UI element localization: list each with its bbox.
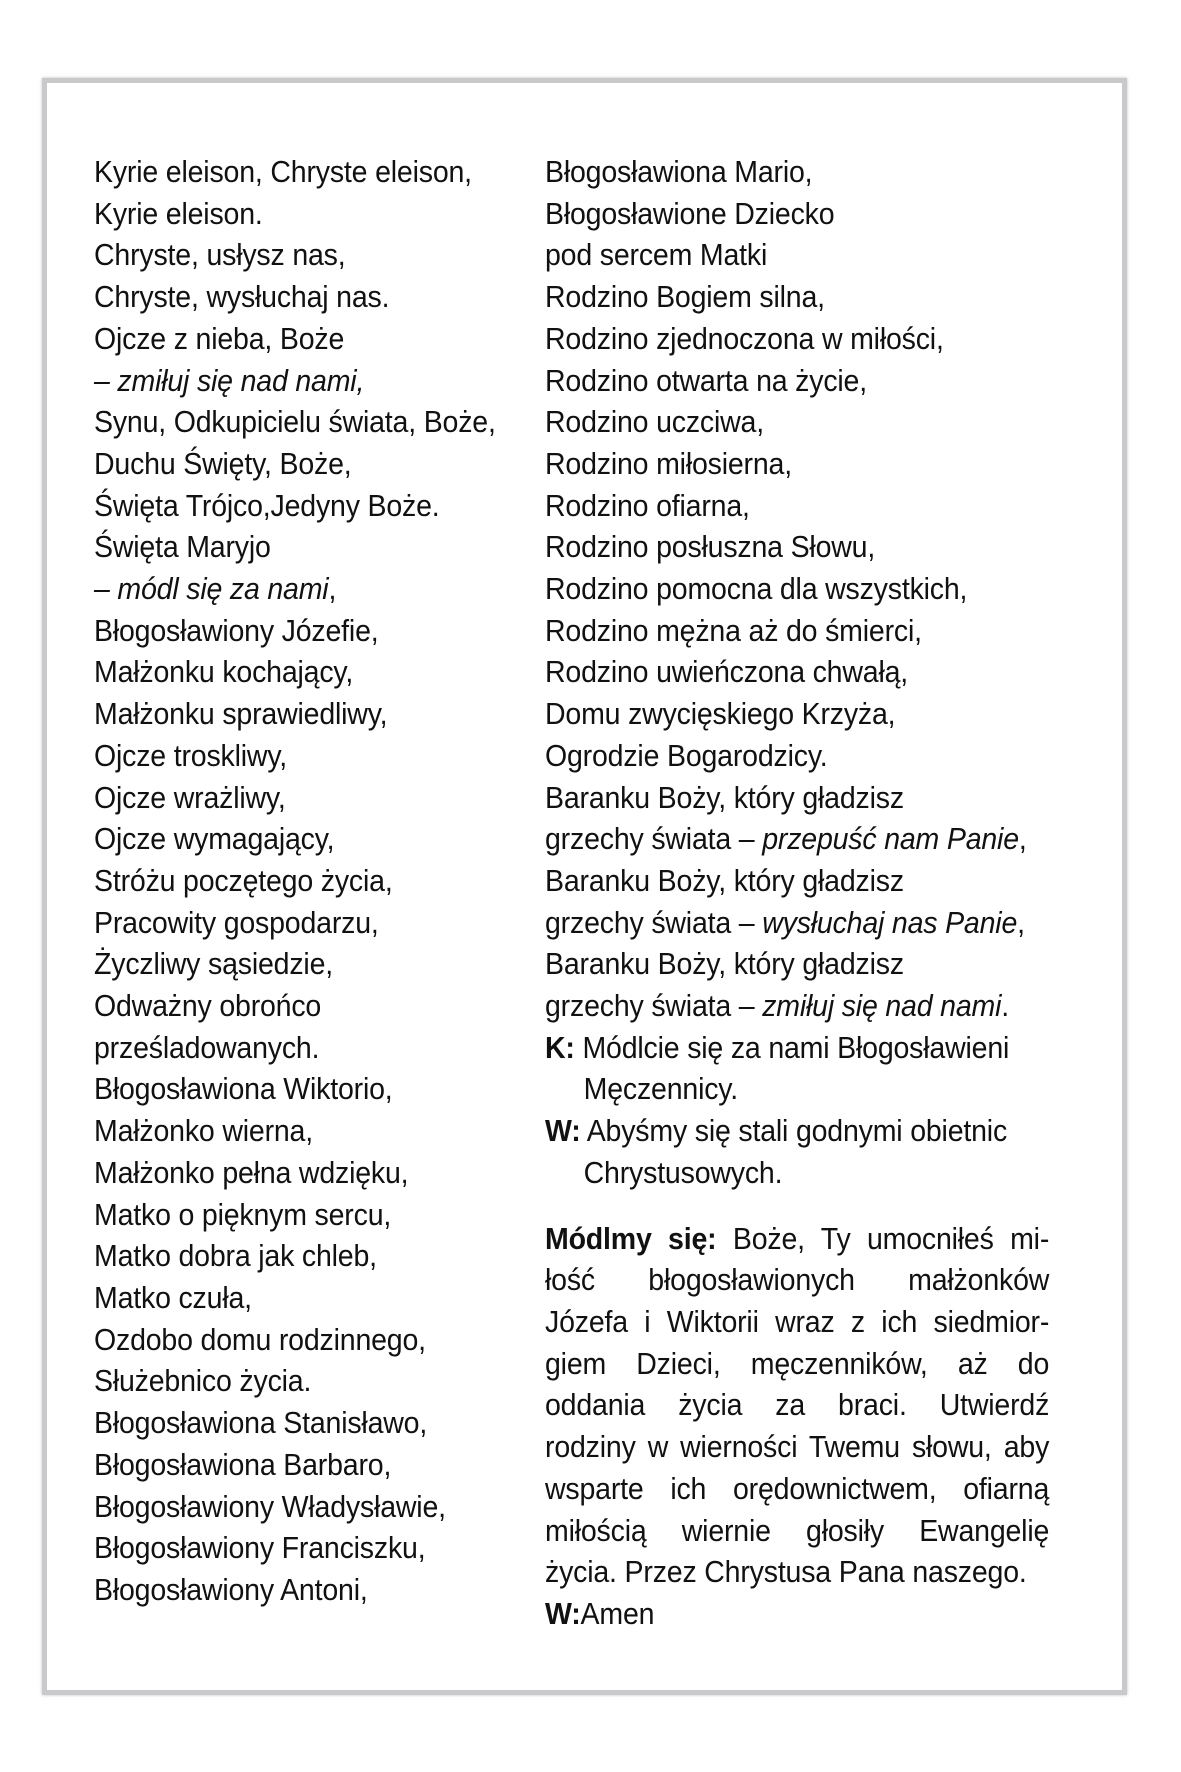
prayer-line: Józefa i Wiktorii wraz z ich siedmior-	[545, 1303, 1050, 1339]
litany-line: Służebnico życia.	[94, 1363, 312, 1399]
litany-line: Błogosławiona Wiktorio,	[94, 1071, 393, 1107]
litany-line: Rodzino otwarta na życie,	[545, 362, 867, 398]
litany-line: Błogosławiona Barbaro,	[94, 1446, 392, 1482]
litany-line: Kyrie eleison, Chryste eleison,	[94, 154, 472, 189]
litany-line: Rodzino miłosierna,	[545, 445, 792, 481]
litany-left-column	[94, 151, 554, 1611]
litany-line: Błogosławiony Władysławie,	[94, 1488, 446, 1524]
litany-line: Ojcze wrażliwy,	[94, 779, 286, 815]
litany-line: Ojcze troskliwy,	[94, 737, 288, 773]
litany-line: Ozdobo domu rodzinnego,	[94, 1321, 426, 1357]
litany-line: pod sercem Matki	[545, 237, 768, 273]
litany-line: Kyrie eleison.	[94, 195, 263, 231]
amen-line	[545, 1593, 1049, 1635]
litany-line: Błogosławione Dziecko	[545, 195, 835, 231]
agnus-dei-response-line	[545, 902, 1069, 944]
punctuation: ,	[328, 571, 337, 607]
litany-line: Ogrodzie Bogarodzicy.	[545, 737, 828, 773]
prayer-line: miłością wiernie głosiły Ewangelię	[545, 1512, 1050, 1548]
litany-line: Rodzino Bogiem silna,	[545, 279, 825, 315]
page-frame	[42, 78, 1127, 1695]
litany-line: Chryste, usłysz nas,	[94, 237, 346, 273]
response-continuation: Chrystusowych.	[583, 1154, 783, 1190]
versicle-label: K:	[545, 1029, 575, 1065]
punctuation: ,	[1017, 904, 1025, 940]
agnus-dei-prefix: grzechy świata –	[545, 904, 763, 940]
agnus-dei-response-line	[545, 985, 1069, 1027]
litany-line: Chryste, wysłuchaj nas.	[94, 279, 390, 315]
litany-line: Rodzino ofiarna,	[545, 487, 750, 523]
closing-prayer	[545, 1218, 1049, 1635]
prayer-line	[545, 1218, 1049, 1260]
agnus-dei-response-line	[545, 818, 1069, 860]
litany-line: Domu zwycięskiego Krzyża,	[545, 696, 896, 732]
prayer-line: giem Dzieci, męczenników, aż do	[545, 1345, 1050, 1381]
versicle	[545, 1027, 1069, 1069]
litany-line: Święta Trójco,Jedyny Boże.	[94, 487, 440, 523]
litany-response-line	[94, 568, 554, 610]
litany-line: Stróżu poczętego życia,	[94, 862, 393, 898]
prayer-line: oddania życia za braci. Utwierdź	[545, 1387, 1050, 1423]
litany-line: Rodzino uwieńczona chwałą,	[545, 654, 909, 690]
litany-line: Małżonko pełna wdzięku,	[94, 1154, 409, 1190]
agnus-dei-prefix: grzechy świata –	[545, 821, 763, 857]
litany-line: Błogosławiony Franciszku,	[94, 1530, 426, 1566]
agnus-dei-response: wysłuchaj nas Panie	[762, 904, 1018, 940]
punctuation: ,	[1018, 821, 1027, 857]
litany-line: Matko o pięknym sercu,	[94, 1196, 392, 1232]
amen-text: Amen	[580, 1595, 655, 1631]
litany-response-italic: – módl się za nami	[94, 571, 329, 607]
litany-response-italic: – zmiłuj się nad nami,	[94, 362, 365, 398]
litany-line: Rodzino pomocna dla wszystkich,	[545, 571, 968, 607]
litany-line: Synu, Odkupicielu świata, Boże,	[94, 404, 496, 440]
litany-line: Duchu Święty, Boże,	[94, 445, 352, 481]
prayer-text: Boże, Ty umocniłeś mi-	[716, 1220, 1050, 1256]
litany-line: Życzliwy sąsiedzie,	[94, 946, 333, 982]
litany-line: Błogosławiony Józefie,	[94, 612, 379, 648]
litany-line: Rodzino zjednoczona w miłości,	[545, 320, 944, 356]
amen-label: W:	[545, 1595, 581, 1631]
versicle-continuation: Męczennicy.	[583, 1071, 739, 1107]
agnus-dei-invocation: Baranku Boży, który gładzisz	[545, 862, 904, 898]
litany-line: Matko dobra jak chleb,	[94, 1238, 377, 1274]
prayer-line: rodziny w wierności Twemu słowu, aby	[545, 1429, 1050, 1465]
litany-right-column	[545, 151, 1069, 1635]
agnus-dei-response: zmiłuj się nad nami	[762, 988, 1002, 1024]
prayer-line: łość błogosławionych małżonków	[545, 1262, 1050, 1298]
agnus-dei-prefix: grzechy świata –	[545, 988, 763, 1024]
litany-line: Małżonku sprawiedliwy,	[94, 696, 388, 732]
prayer-label: Módlmy się:	[545, 1220, 717, 1256]
litany-line: prześladowanych.	[94, 1029, 320, 1065]
response	[545, 1110, 1069, 1152]
litany-line: Matko czuła,	[94, 1279, 252, 1315]
litany-line: Małżonku kochający,	[94, 654, 354, 690]
litany-line: Pracowity gospodarzu,	[94, 904, 379, 940]
punctuation: .	[1001, 988, 1009, 1024]
agnus-dei-invocation: Baranku Boży, który gładzisz	[545, 946, 904, 982]
prayer-line: wsparte ich orędownictwem, ofiarną	[545, 1470, 1050, 1506]
litany-line: Święta Maryjo	[94, 529, 271, 565]
litany-line: Ojcze z nieba, Boże	[94, 320, 345, 356]
litany-line: Małżonko wierna,	[94, 1113, 313, 1149]
response-text: Abyśmy się stali godnymi obietnic	[580, 1113, 1008, 1149]
versicle-text: Módlcie się za nami Błogosławieni	[574, 1029, 1010, 1065]
response-label: W:	[545, 1113, 581, 1149]
agnus-dei-invocation: Baranku Boży, który gładzisz	[545, 779, 904, 815]
litany-line: Rodzino posłuszna Słowu,	[545, 529, 876, 565]
agnus-dei-response: przepuść nam Panie	[762, 821, 1019, 857]
litany-line: Ojcze wymagający,	[94, 821, 335, 857]
litany-line: Odważny obrońco	[94, 988, 322, 1024]
litany-line: Błogosławiony Antoni,	[94, 1571, 368, 1607]
litany-line: Rodzino uczciwa,	[545, 404, 764, 440]
litany-line: Błogosławiona Mario,	[545, 154, 813, 189]
prayer-line: życia. Przez Chrystusa Pana naszego.	[545, 1554, 1027, 1590]
litany-line: Rodzino mężna aż do śmierci,	[545, 612, 922, 648]
litany-line: Błogosławiona Stanisławo,	[94, 1405, 428, 1441]
